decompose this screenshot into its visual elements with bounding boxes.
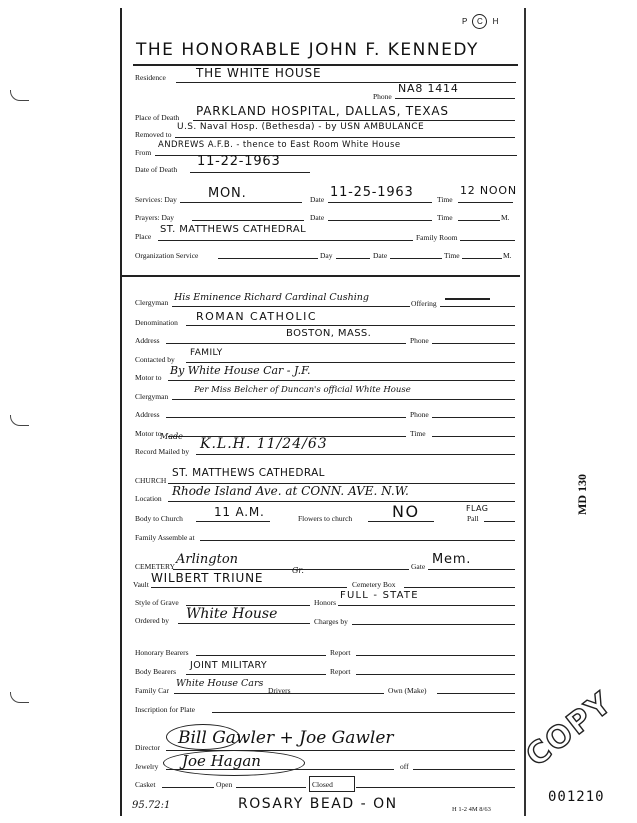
binder-mark <box>10 415 29 426</box>
services-time-value: 12 NOON <box>460 184 517 197</box>
organization-time-line <box>462 258 502 259</box>
body-bearers-value: JOINT MILITARY <box>190 660 268 671</box>
address-2-label: Address <box>135 410 160 419</box>
clergyman-line <box>172 306 410 307</box>
closed-label: Closed <box>312 780 333 789</box>
side-code: MD 130 <box>575 474 589 515</box>
address-line <box>166 343 406 344</box>
offering-dash <box>445 298 490 300</box>
family-assemble-label: Family Assemble at <box>135 533 195 542</box>
copy-stamp: COPY <box>519 685 620 774</box>
inscription-line <box>212 712 515 713</box>
form-code: H 1-2 4M 8/63 <box>452 806 491 813</box>
motor-to-line <box>168 380 515 381</box>
from-value: ANDREWS A.F.B. - thence to East Room White House <box>158 140 401 150</box>
gate-value: Mem. <box>432 552 472 567</box>
prayers-m-label: M. <box>501 213 510 222</box>
inscription-label: Inscription for Plate <box>135 705 195 714</box>
casket-label: Casket <box>135 780 156 789</box>
church-value: ST. MATTHEWS CATHEDRAL <box>172 467 325 479</box>
binder-mark <box>10 692 29 703</box>
open-line <box>236 787 306 788</box>
director-label: Director <box>135 743 160 752</box>
motor-to-2-label: Motor to <box>135 429 162 438</box>
drivers-label: Drivers <box>268 686 291 695</box>
honorary-report-line <box>356 655 515 656</box>
services-date-value: 11-25-1963 <box>330 185 414 200</box>
date-of-death-line <box>190 172 310 173</box>
casket-line <box>162 787 214 788</box>
body-bearers-label: Body Bearers <box>135 667 177 676</box>
residence-label: Residence <box>135 73 166 82</box>
jewelry-value: Joe Hagan <box>182 752 261 770</box>
removed-to-value: U.S. Naval Hosp. (Bethesda) - by USN AMBULANCE <box>177 122 425 132</box>
place-of-death-label: Place of Death <box>135 113 180 122</box>
pall-label: Pall <box>467 514 479 523</box>
church-label: CHURCH <box>135 476 167 485</box>
services-day-label: Services: Day <box>135 195 177 204</box>
footer-note: ROSARY BEAD - ON <box>238 796 398 812</box>
services-day-line <box>180 202 302 203</box>
prayers-time-label: Time <box>437 213 453 222</box>
vault-value: WILBERT TRIUNE <box>151 571 264 585</box>
services-date-label: Date <box>310 195 325 204</box>
place-label: Place <box>135 232 152 241</box>
clergyman-2-label: Clergyman <box>135 392 169 401</box>
document-serial: 001210 <box>548 789 605 805</box>
organization-day-label: Day <box>320 251 333 260</box>
vault-label: Vault <box>133 580 149 589</box>
jewelry-line <box>166 769 394 770</box>
prayers-day-line <box>192 220 304 221</box>
residence-line <box>176 82 516 83</box>
organization-service-label: Organization Service <box>135 251 199 260</box>
body-to-church-label: Body to Church <box>135 514 183 523</box>
cemetery-value: Arlington <box>176 552 239 567</box>
prayers-date-label: Date <box>310 213 325 222</box>
clergyman-2-line <box>172 399 515 400</box>
name-underline <box>133 64 518 66</box>
body-report-line <box>356 674 515 675</box>
section-divider <box>122 275 520 277</box>
pall-value: FLAG <box>466 504 489 513</box>
contacted-by-label: Contacted by <box>135 355 175 364</box>
cemetery-line <box>173 569 409 570</box>
organization-date-label: Date <box>373 251 388 260</box>
family-room-label: Family Room <box>416 233 458 242</box>
header-code-p: P <box>462 17 468 26</box>
open-label: Open <box>216 780 233 789</box>
record-prefix: Made <box>160 432 183 441</box>
organization-service-line <box>218 258 318 259</box>
services-day-value: MON. <box>208 186 247 201</box>
place-of-death-line <box>193 120 515 121</box>
prayers-date-line <box>328 220 432 221</box>
vault-line <box>151 587 347 588</box>
header-code <box>462 14 498 29</box>
phone-value: NA8 1414 <box>398 82 459 95</box>
cemetery-box-line <box>404 587 515 588</box>
place-value: ST. MATTHEWS CATHEDRAL <box>160 224 307 235</box>
contacted-by-line <box>186 362 515 363</box>
honorary-bearers-line <box>196 655 326 656</box>
address-phone-label: Phone <box>410 336 429 345</box>
own-make-label: Own (Make) <box>388 686 427 695</box>
record-value: K.L.H. 11/24/63 <box>200 436 328 452</box>
family-car-line <box>174 693 384 694</box>
flowers-to-church-line <box>368 521 434 522</box>
vault-prefix: Gr. <box>292 566 304 575</box>
services-time-label: Time <box>437 195 453 204</box>
services-date-line <box>328 202 432 203</box>
family-car-label: Family Car <box>135 686 169 695</box>
date-of-death-label: Date of Death <box>135 165 178 174</box>
clergyman-2-value: Per Miss Belcher of Duncan's official White House <box>194 385 411 395</box>
place-line <box>158 240 413 241</box>
closed-line <box>356 787 515 788</box>
off-label: off <box>400 762 409 771</box>
phone-line <box>395 98 515 99</box>
location-label: Location <box>135 494 162 503</box>
location-value: Rhode Island Ave. at CONN. AVE. N.W. <box>172 484 409 498</box>
charges-by-label: Charges by <box>314 617 348 626</box>
decedent-name: THE HONORABLE JOHN F. KENNEDY <box>136 40 479 60</box>
body-bearers-line <box>186 674 326 675</box>
jewelry-label: Jewelry <box>135 762 159 771</box>
cemetery-box-label: Cemetery Box <box>352 580 396 589</box>
ordered-by-line <box>178 623 310 624</box>
honors-line <box>338 605 515 606</box>
offering-label: Offering <box>411 299 437 308</box>
clergyman-label: Clergyman <box>135 298 169 307</box>
director-value: Bill Gawler + Joe Gawler <box>178 728 394 748</box>
location-line <box>168 501 515 502</box>
place-of-death-value: PARKLAND HOSPITAL, DALLAS, TEXAS <box>196 104 449 118</box>
removed-to-label: Removed to <box>135 130 172 139</box>
record-line <box>196 454 515 455</box>
charges-by-line <box>352 624 515 625</box>
clergyman-value: His Eminence Richard Cardinal Cushing <box>174 292 370 303</box>
flowers-to-church-label: Flowers to church <box>298 514 353 523</box>
address-2-line <box>166 417 406 418</box>
contacted-by-value: FAMILY <box>190 348 223 358</box>
services-time-line <box>458 202 513 203</box>
date-of-death-value: 11-22-1963 <box>197 154 281 169</box>
family-room-line <box>460 240 515 241</box>
address-label: Address <box>135 336 160 345</box>
address-value: BOSTON, MASS. <box>286 328 372 339</box>
motor-to-value: By White House Car - J.F. <box>170 364 311 377</box>
honors-label: Honors <box>314 598 337 607</box>
organization-day-line <box>336 258 370 259</box>
ordered-by-label: Ordered by <box>135 616 169 625</box>
from-label: From <box>135 148 152 157</box>
ordered-by-value: White House <box>186 606 278 622</box>
prayers-time-line <box>458 220 500 221</box>
address-phone-line <box>432 343 515 344</box>
family-assemble-line <box>200 540 515 541</box>
body-to-church-line <box>196 521 270 522</box>
body-report-label: Report <box>330 667 351 676</box>
removed-to-line <box>175 137 515 138</box>
phone-label: Phone <box>373 92 392 101</box>
file-note: 95.72:1 <box>132 800 171 811</box>
honors-value: FULL - STATE <box>340 590 419 601</box>
organization-time-label: Time <box>444 251 460 260</box>
honorary-bearers-label: Honorary Bearers <box>135 648 189 657</box>
denomination-line <box>186 325 515 326</box>
denomination-value: ROMAN CATHOLIC <box>196 310 318 323</box>
organization-m-label: M. <box>503 251 512 260</box>
own-make-line <box>437 693 515 694</box>
family-car-value: White House Cars <box>176 678 264 689</box>
style-of-grave-label: Style of Grave <box>135 598 179 607</box>
motor-to-2-time-line <box>432 436 515 437</box>
honorary-report-label: Report <box>330 648 351 657</box>
header-code-c: C <box>472 14 487 29</box>
offering-line <box>440 306 515 307</box>
body-to-church-value: 11 A.M. <box>214 505 265 519</box>
binder-mark <box>10 90 29 101</box>
pall-line <box>484 521 515 522</box>
record-mailed-by-label: Record Mailed by <box>135 447 190 456</box>
cemetery-label: CEMETERY <box>135 562 176 571</box>
denomination-label: Denomination <box>135 318 178 327</box>
organization-date-line <box>390 258 442 259</box>
gate-line <box>428 569 515 570</box>
off-line <box>413 769 515 770</box>
prayers-day-label: Prayers: Day <box>135 213 174 222</box>
motor-to-2-time-label: Time <box>410 429 426 438</box>
address-2-phone-line <box>432 417 515 418</box>
residence-value: THE WHITE HOUSE <box>196 66 322 80</box>
header-code-h: H <box>492 17 499 26</box>
flowers-to-church-value: NO <box>392 502 420 521</box>
motor-to-label: Motor to <box>135 373 162 382</box>
address-2-phone-label: Phone <box>410 410 429 419</box>
gate-label: Gate <box>411 562 426 571</box>
